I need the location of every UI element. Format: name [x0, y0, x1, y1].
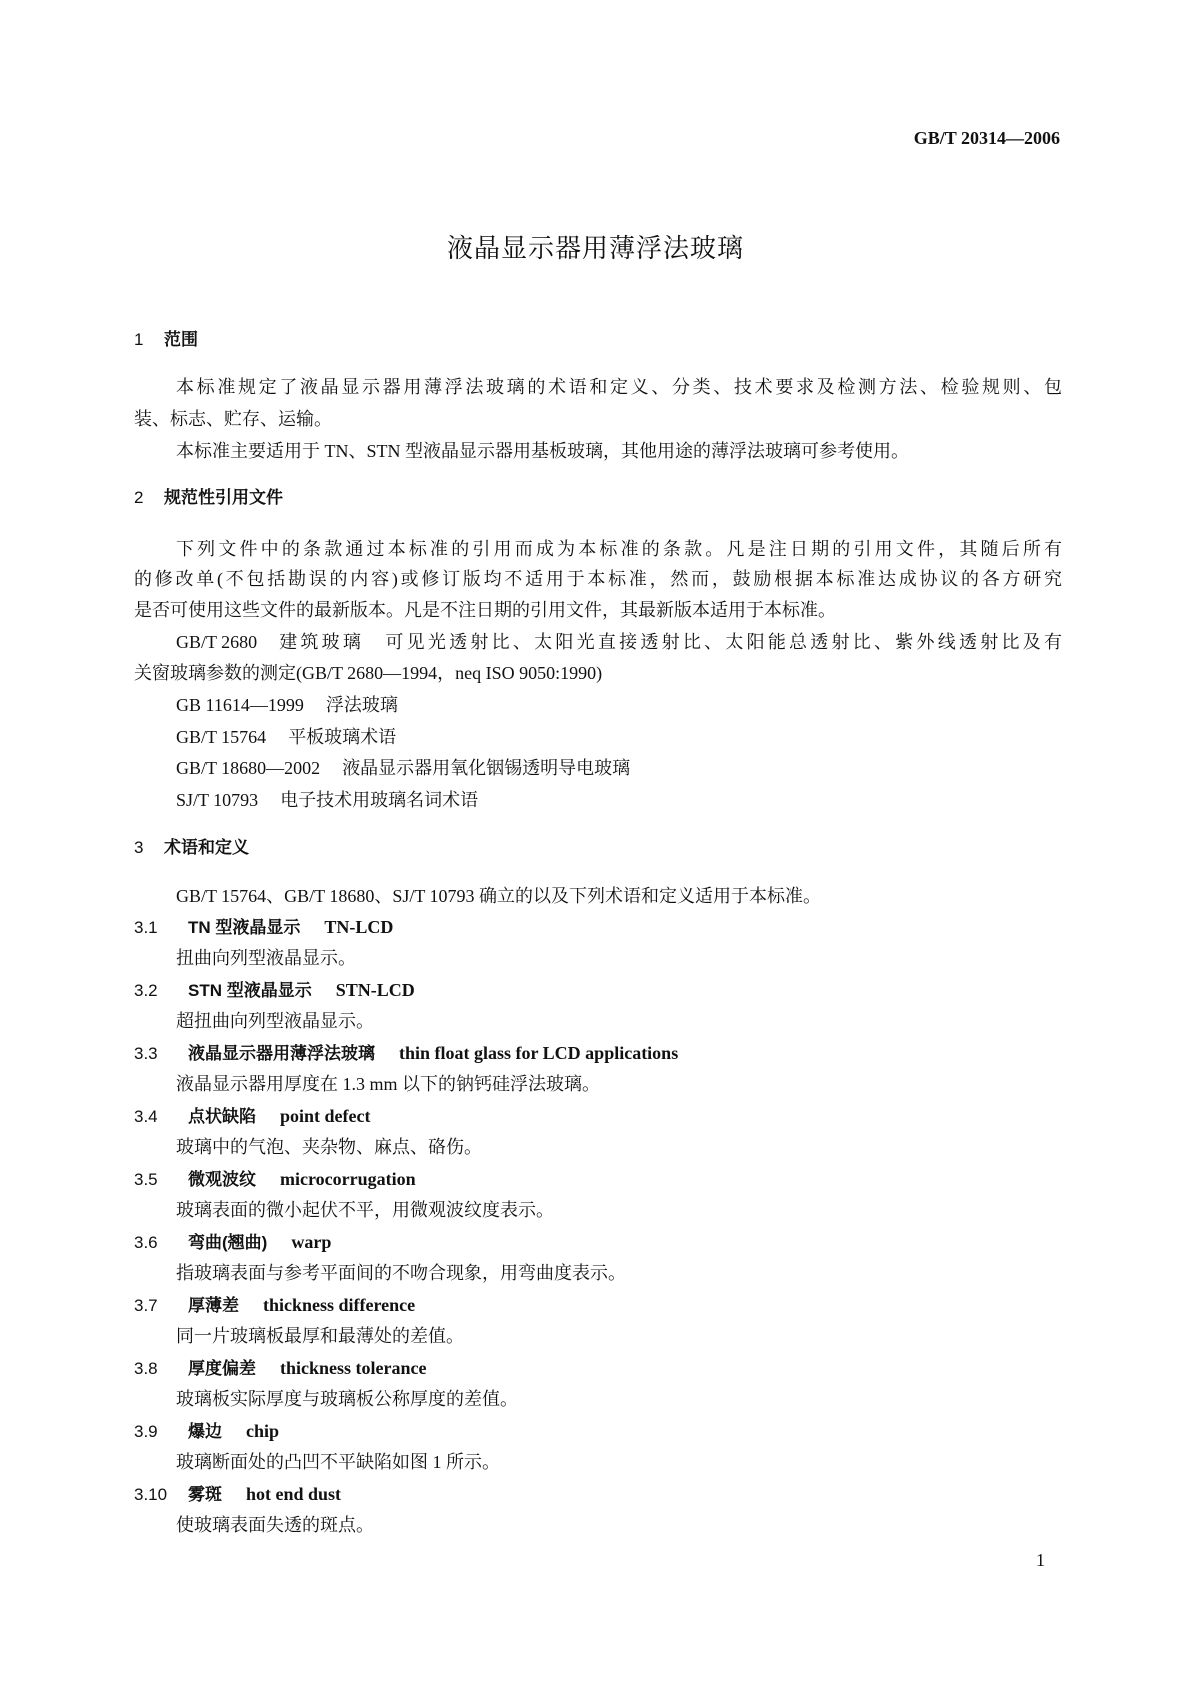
section-number: 3 [134, 838, 144, 857]
term-english: hot end dust [246, 1484, 342, 1504]
term-english: point defect [280, 1106, 371, 1126]
term-english: chip [246, 1421, 280, 1441]
section-number: 1 [134, 330, 144, 349]
term-chinese: 厚薄差 [188, 1296, 239, 1315]
term-heading [134, 1168, 416, 1191]
term-chinese: 厚度偏差 [188, 1359, 256, 1378]
term-chinese: 液晶显示器用薄浮法玻璃 [188, 1044, 375, 1063]
paragraph-line: 的修改单(不包括勘误的内容)或修订版均不适用于本标准，然而，鼓励根据本标准达成协议的各方研究 [134, 569, 1062, 589]
term-chinese: 爆边 [188, 1422, 222, 1441]
reference-item [176, 757, 630, 779]
term-heading [134, 1294, 415, 1317]
reference-item [176, 631, 1062, 653]
section-3-heading [134, 837, 249, 859]
document-title: 液晶显示器用薄浮法玻璃 [446, 233, 744, 263]
reference-title: 浮法玻璃 [325, 695, 398, 715]
reference-code: GB/T 2680 [176, 632, 258, 652]
reference-code: GB/T 15764 [176, 727, 267, 747]
term-english: warp [291, 1232, 332, 1252]
reference-title: 平板玻璃术语 [288, 727, 397, 747]
paragraph-line: 下列文件中的条款通过本标准的引用而成为本标准的条款。凡是注日期的引用文件，其随后所有 [176, 539, 1062, 559]
term-number: 3.4 [134, 1107, 158, 1126]
term-definition: 指玻璃表面与参考平面间的不吻合现象，用弯曲度表示。 [176, 1263, 626, 1283]
term-chinese: STN 型液晶显示 [188, 981, 312, 1000]
term-heading [134, 1042, 678, 1065]
standard-number: GB/T 20314—2006 [913, 128, 1060, 148]
term-definition: 玻璃断面处的凸凹不平缺陷如图 1 所示。 [176, 1452, 500, 1472]
term-number: 3.9 [134, 1422, 158, 1441]
term-number: 3.1 [134, 918, 158, 937]
term-number: 3.10 [134, 1485, 168, 1504]
section-title: 术语和定义 [164, 838, 249, 857]
term-number: 3.5 [134, 1170, 158, 1189]
term-english: thickness tolerance [280, 1358, 427, 1378]
section-intro: GB/T 15764、GB/T 18680、SJ/T 10793 确立的以及下列术语和定义适用于本标准。 [176, 886, 822, 906]
term-chinese: 微观波纹 [188, 1170, 256, 1189]
term-number: 3.7 [134, 1296, 158, 1315]
term-english: STN-LCD [335, 980, 415, 1000]
term-definition: 同一片玻璃板最厚和最薄处的差值。 [176, 1326, 464, 1346]
reference-item [176, 789, 478, 811]
paragraph-line: 装、标志、贮存、运输。 [134, 409, 332, 429]
reference-item-continued: 关窗玻璃参数的测定(GB/T 2680—1994，neq ISO 9050:1990) [134, 663, 603, 683]
term-heading [134, 916, 393, 939]
term-chinese: 点状缺陷 [188, 1107, 256, 1126]
section-title: 范围 [164, 330, 198, 349]
term-english: TN-LCD [324, 917, 394, 937]
term-english: microcorrugation [280, 1169, 416, 1189]
term-definition: 液晶显示器用厚度在 1.3 mm 以下的钠钙硅浮法玻璃。 [176, 1074, 600, 1094]
term-heading [134, 1231, 331, 1254]
reference-title: 液晶显示器用氧化铟锡透明导电玻璃 [342, 758, 631, 778]
term-chinese: 弯曲(翘曲) [188, 1233, 268, 1252]
section-1-heading [134, 329, 198, 351]
paragraph-line: 本标准规定了液晶显示器用薄浮法玻璃的术语和定义、分类、技术要求及检测方法、检验规则、包 [176, 377, 1062, 397]
paragraph-line: 本标准主要适用于 TN、STN 型液晶显示器用基板玻璃，其他用途的薄浮法玻璃可参考使用。 [176, 441, 909, 461]
term-number: 3.6 [134, 1233, 158, 1252]
term-definition: 使玻璃表面失透的斑点。 [176, 1515, 374, 1535]
term-definition: 玻璃表面的微小起伏不平，用微观波纹度表示。 [176, 1200, 554, 1220]
page-number: 1 [1036, 1550, 1045, 1570]
term-heading [134, 1420, 279, 1443]
term-heading [134, 979, 415, 1002]
reference-item [176, 694, 398, 716]
term-heading [134, 1105, 370, 1128]
term-definition: 扭曲向列型液晶显示。 [176, 948, 356, 968]
term-definition: 玻璃板实际厚度与玻璃板公称厚度的差值。 [176, 1389, 518, 1409]
reference-code: GB/T 18680—2002 [176, 758, 321, 778]
term-definition: 玻璃中的气泡、夹杂物、麻点、硌伤。 [176, 1137, 482, 1157]
reference-code: GB 11614—1999 [176, 695, 304, 715]
reference-title: 建筑玻璃 可见光透射比、太阳光直接透射比、太阳能总透射比、紫外线透射比及有 [279, 632, 1062, 652]
term-number: 3.2 [134, 981, 158, 1000]
section-2-heading [134, 487, 283, 509]
section-title: 规范性引用文件 [164, 488, 283, 507]
term-english: thickness difference [263, 1295, 416, 1315]
term-english: thin float glass for LCD applications [399, 1043, 679, 1063]
term-heading [134, 1483, 341, 1506]
term-chinese: TN 型液晶显示 [188, 918, 301, 937]
reference-title: 电子技术用玻璃名词术语 [280, 790, 479, 810]
term-definition: 超扭曲向列型液晶显示。 [176, 1011, 374, 1031]
term-heading [134, 1357, 426, 1380]
term-chinese: 雾斑 [188, 1485, 222, 1504]
reference-code: SJ/T 10793 [176, 790, 259, 810]
reference-item [176, 726, 396, 748]
section-number: 2 [134, 488, 144, 507]
term-number: 3.3 [134, 1044, 158, 1063]
term-number: 3.8 [134, 1359, 158, 1378]
paragraph-line: 是否可使用这些文件的最新版本。凡是不注日期的引用文件，其最新版本适用于本标准。 [134, 600, 836, 620]
